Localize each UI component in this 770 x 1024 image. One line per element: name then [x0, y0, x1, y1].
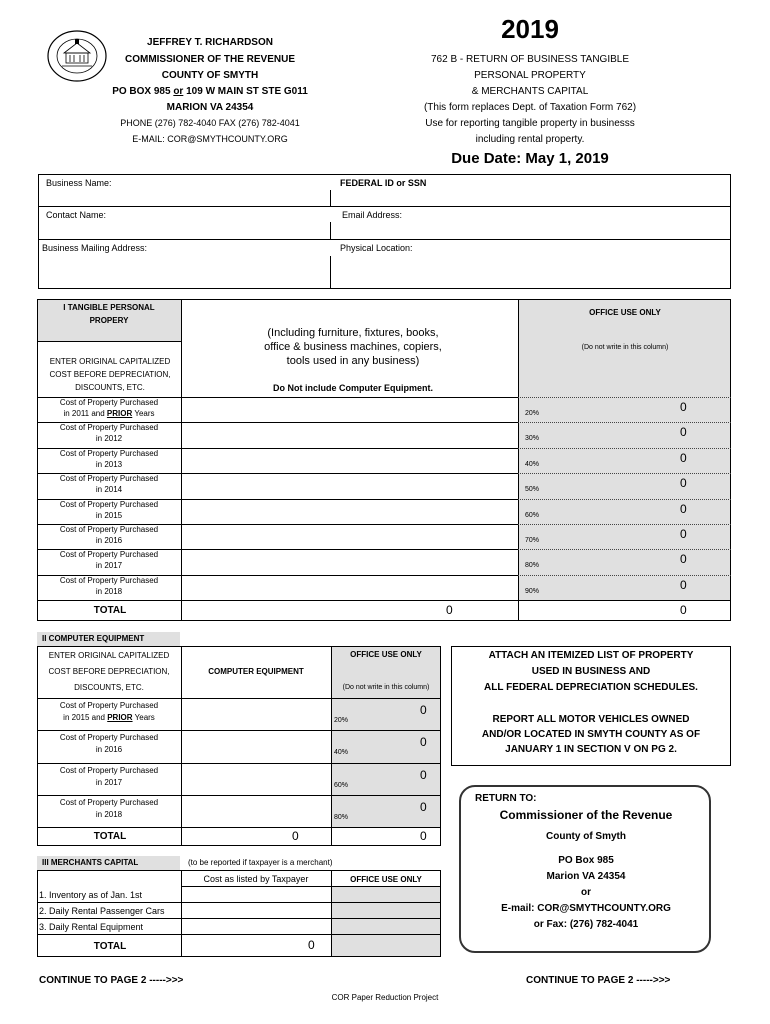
section-1-title: I TANGIBLE PERSONAL PROPERY [63, 303, 155, 325]
contact-name-label: Contact Name: [46, 210, 107, 220]
assessed-value: 0 [680, 476, 687, 490]
assessed-value: 0 [680, 552, 687, 566]
form-title-line-2: PERSONAL PROPERTY [474, 70, 586, 81]
physical-location-input[interactable] [336, 256, 726, 286]
tangible-cost-input[interactable] [184, 526, 514, 547]
depreciation-percent: 60% [334, 782, 349, 789]
notice-line-5: AND/OR LOCATED IN SMYTH COUNTY AS OF [481, 729, 701, 740]
return-to-email: E-mail: COR@SMYTHCOUNTY.ORG [501, 903, 671, 914]
return-to-label: RETURN TO: [475, 793, 537, 804]
depreciation-percent: 20% [525, 410, 540, 417]
email-address-input[interactable] [336, 222, 726, 238]
commissioner-office: COMMISSIONER OF THE REVENUE [124, 54, 295, 65]
section-3-office-use-label: OFFICE USE ONLY [350, 875, 422, 884]
depreciation-percent: 70% [525, 537, 540, 544]
tangible-cost-input[interactable] [184, 475, 514, 496]
assessed-value: 0 [420, 703, 427, 717]
computer-cost-input[interactable] [184, 766, 328, 792]
computer-row-year: in 2016 [95, 745, 123, 754]
mailing-address-input[interactable] [44, 256, 324, 286]
form-title-line-1: 762 B - RETURN OF BUSINESS TANGIBLE [430, 54, 629, 65]
notice-line-1: ATTACH AN ITEMIZED LIST OF PROPERTY [488, 650, 694, 661]
paper-reduction-note: COR Paper Reduction Project [331, 993, 439, 1002]
rental-equipment-input[interactable] [184, 920, 328, 933]
cost-row-year: in 2017 [95, 561, 123, 570]
computer-cost-input[interactable] [184, 701, 328, 727]
assessed-value: 0 [680, 425, 687, 439]
section-2-instructions-3: DISCOUNTS, ETC. [74, 683, 144, 692]
computer-row-year: in 2018 [95, 810, 123, 819]
cost-row-label: Cost of Property Purchased [59, 550, 159, 559]
section-2-office-note: (Do not write in this column) [342, 684, 430, 691]
section-2-title: II COMPUTER EQUIPMENT [42, 634, 145, 643]
cost-row-year: in 2014 [95, 485, 123, 494]
tangible-cost-input[interactable] [184, 577, 514, 598]
notice-line-2: USED IN BUSINESS AND [531, 666, 651, 677]
continue-right: CONTINUE TO PAGE 2 ----->>> [526, 975, 671, 986]
county-seal [46, 29, 108, 83]
computer-row-year: in 2015 and PRIOR Years [63, 713, 155, 722]
section-1-desc-line-3: tools used in any business) [286, 355, 420, 367]
due-date: Due Date: May 1, 2019 [451, 150, 609, 167]
section-1-desc-line-1: (Including furniture, fixtures, books, [267, 327, 439, 339]
cost-row-year: in 2011 and PRIOR Years [63, 409, 155, 418]
computer-row-label: Cost of Property Purchased [59, 701, 159, 710]
section-2-column-label: COMPUTER EQUIPMENT [208, 667, 304, 676]
notice-line-4: REPORT ALL MOTOR VEHICLES OWNED [492, 714, 690, 725]
section-3-title: III MERCHANTS CAPITAL [42, 858, 139, 867]
form-use-line-2: including rental property. [475, 134, 585, 145]
email-address-label: Email Address: [342, 210, 403, 220]
depreciation-percent: 50% [525, 486, 540, 493]
section-2-office-use-label: OFFICE USE ONLY [350, 650, 422, 659]
section-1-office-note: (Do not write in this column) [581, 344, 669, 351]
computer-row-label: Cost of Property Purchased [59, 798, 159, 807]
assessed-value: 0 [420, 735, 427, 749]
merchant-row-label: 3. Daily Rental Equipment [39, 922, 144, 932]
return-to-city: Marion VA 24354 [546, 871, 626, 882]
assessed-value: 0 [680, 527, 687, 541]
return-to-or: or [581, 887, 591, 898]
assessed-value: 0 [680, 451, 687, 465]
section-1-instructions: ENTER ORIGINAL CAPITALIZED COST BEFORE DEPRECIATION, DISCOUNTS, ETC. [49, 357, 171, 392]
computer-row-label: Cost of Property Purchased [59, 766, 159, 775]
form-use-line-1: Use for reporting tangible property in businesss [425, 118, 635, 129]
tangible-cost-input[interactable] [184, 551, 514, 572]
cost-row-label: Cost of Property Purchased [59, 500, 159, 509]
office-phone: PHONE (276) 782-4040 FAX (276) 782-4041 [120, 118, 300, 128]
cost-row-year: in 2016 [95, 536, 123, 545]
continue-left: CONTINUE TO PAGE 2 ----->>> [39, 975, 184, 986]
tangible-cost-input[interactable] [184, 450, 514, 471]
county-name: COUNTY OF SMYTH [161, 70, 259, 81]
computer-cost-input[interactable] [184, 733, 328, 759]
notice-line-6: JANUARY 1 IN SECTION V ON PG 2. [505, 744, 677, 755]
federal-id-label: FEDERAL ID or SSN [340, 178, 427, 188]
depreciation-percent: 90% [525, 588, 540, 595]
commissioner-name: JEFFREY T. RICHARDSON [147, 37, 273, 48]
depreciation-percent: 80% [525, 562, 540, 569]
section-1-total-label: TOTAL [93, 605, 127, 616]
cost-row-label: Cost of Property Purchased [59, 525, 159, 534]
cost-row-year: in 2015 [95, 511, 123, 520]
cost-row-label: Cost of Property Purchased [59, 449, 159, 458]
computer-row-label: Cost of Property Purchased [59, 733, 159, 742]
section-1-office-use-label: OFFICE USE ONLY [589, 308, 661, 317]
tangible-cost-input[interactable] [184, 399, 514, 420]
section-1-total-assessed: 0 [680, 603, 687, 617]
form-note: (This form replaces Dept. of Taxation Form 762) [423, 102, 637, 113]
physical-location-label: Physical Location: [340, 243, 413, 253]
cost-row-year: in 2012 [95, 434, 123, 443]
section-3-cost-label: Cost as listed by Taxpayer [203, 874, 309, 884]
depreciation-percent: 40% [334, 749, 349, 756]
section-2-instructions-2: COST BEFORE DEPRECIATION, [48, 667, 170, 676]
office-city: MARION VA 24354 [166, 102, 254, 113]
assessed-value: 0 [680, 502, 687, 516]
section-3-total-label: TOTAL [93, 941, 127, 952]
depreciation-percent: 60% [525, 512, 540, 519]
section-1-desc-line-2: office & business machines, copiers, [264, 341, 442, 353]
merchant-row-label: 2. Daily Rental Passenger Cars [39, 906, 165, 916]
business-name-input[interactable] [44, 190, 324, 205]
section-3-office-column [331, 887, 440, 956]
cost-row-label: Cost of Property Purchased [59, 398, 159, 407]
return-to-box-number: PO Box 985 [558, 855, 614, 866]
return-to-fax: or Fax: (276) 782-4041 [533, 919, 639, 930]
business-name-label: Business Name: [46, 178, 112, 188]
cost-row-label: Cost of Property Purchased [59, 423, 159, 432]
office-email: E-MAIL: COR@SMYTHCOUNTY.ORG [132, 134, 288, 144]
contact-name-input[interactable] [44, 222, 324, 238]
form-year: 2019 [501, 14, 559, 44]
computer-row-year: in 2017 [95, 778, 123, 787]
computer-cost-input[interactable] [184, 798, 328, 824]
section-2-instructions-1: ENTER ORIGINAL CAPITALIZED [48, 651, 170, 660]
section-1-exclude-note: Do Not include Computer Equipment. [273, 383, 433, 393]
section-2-total-cost: 0 [292, 829, 299, 843]
tangible-cost-input[interactable] [184, 424, 514, 445]
section-2-total-assessed: 0 [420, 829, 427, 843]
federal-id-input[interactable] [336, 190, 726, 205]
assessed-value: 0 [420, 800, 427, 814]
depreciation-percent: 80% [334, 814, 349, 821]
assessed-value: 0 [680, 578, 687, 592]
section-3-note: (to be reported if taxpayer is a merchant) [188, 858, 333, 867]
assessed-value: 0 [680, 400, 687, 414]
cost-row-year: in 2013 [95, 460, 123, 469]
notice-line-3: ALL FEDERAL DEPRECIATION SCHEDULES. [484, 682, 698, 693]
assessed-value: 0 [420, 768, 427, 782]
cost-row-year: in 2018 [95, 587, 123, 596]
section-1-total-cost: 0 [446, 603, 453, 617]
return-to-office: Commissioner of the Revenue [499, 808, 673, 822]
cost-row-label: Cost of Property Purchased [59, 576, 159, 585]
depreciation-percent: 20% [334, 717, 349, 724]
depreciation-percent: 30% [525, 435, 540, 442]
merchant-row-label: 1. Inventory as of Jan. 1st [39, 890, 143, 900]
rental-cars-input[interactable] [184, 904, 328, 917]
return-to-county: County of Smyth [546, 831, 626, 842]
inventory-input[interactable] [184, 888, 328, 901]
section-2-total-label: TOTAL [93, 831, 127, 842]
form-title-line-3: & MERCHANTS CAPITAL [471, 86, 589, 97]
office-address: PO BOX 985 or 109 W MAIN ST STE G011 [112, 86, 308, 97]
tangible-cost-input[interactable] [184, 501, 514, 522]
depreciation-percent: 40% [525, 461, 540, 468]
mailing-address-label: Business Mailing Address: [42, 243, 148, 253]
section-3-total-value: 0 [308, 938, 315, 952]
cost-row-label: Cost of Property Purchased [59, 474, 159, 483]
